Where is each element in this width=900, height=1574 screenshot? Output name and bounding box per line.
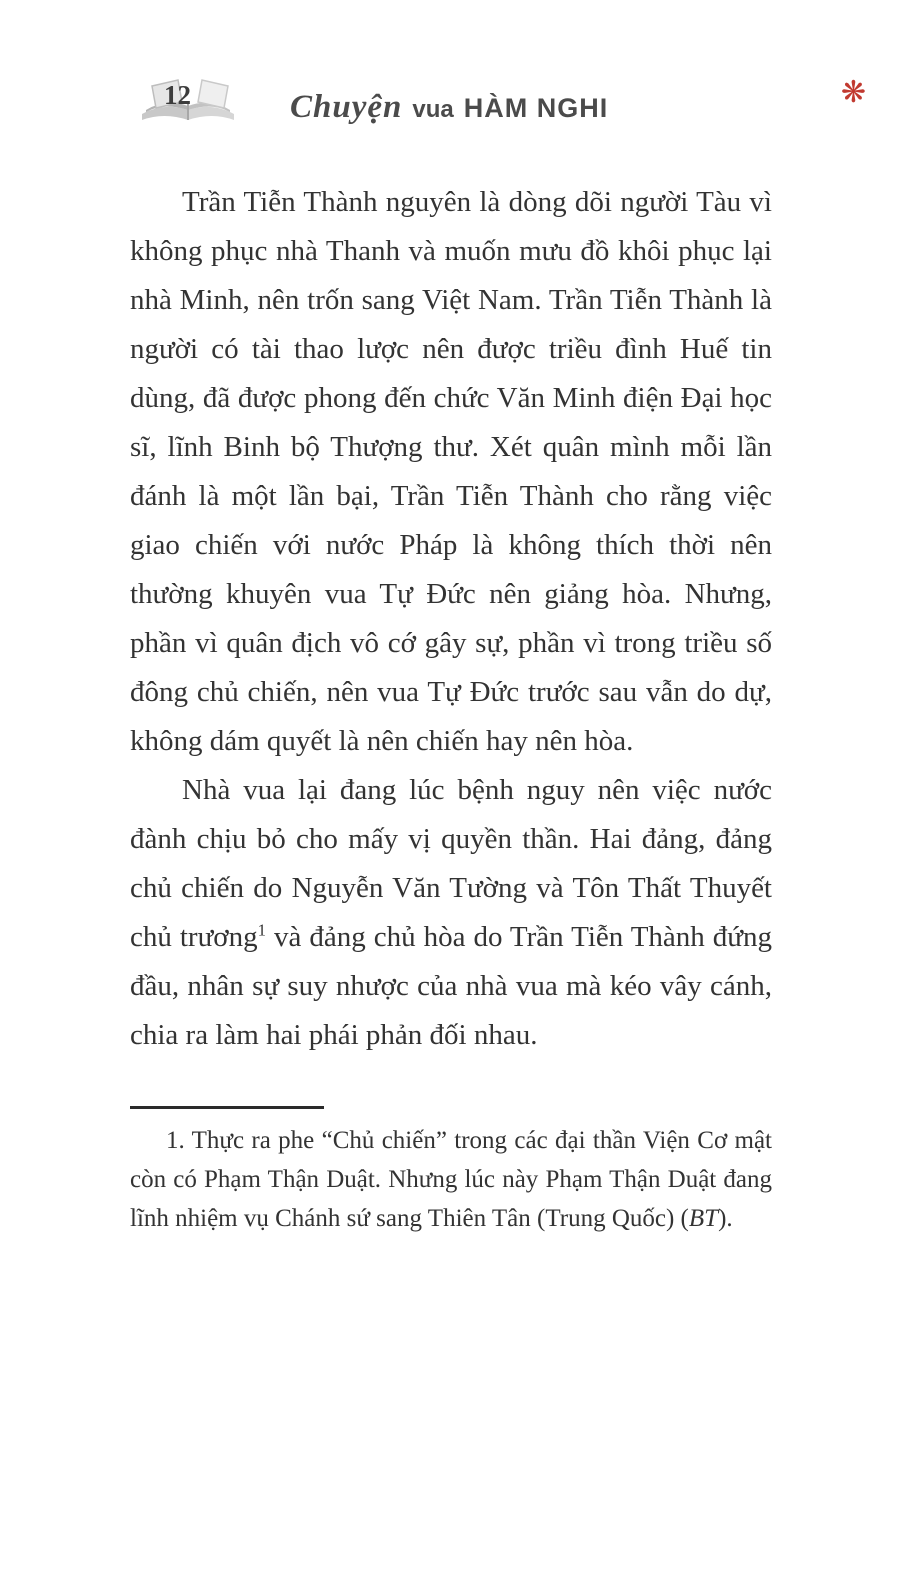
page-number-block <box>138 74 242 126</box>
title-word-vua: vua <box>412 96 454 123</box>
footnote-reference: 1 <box>257 920 267 940</box>
paragraph-2-text: Nhà vua lại đang lúc bệnh nguy nên việc nước đành chịu bỏ cho mấy vị quyền thần. Hai đảng, đảng chủ chiến do Nguyễn Văn Tường và Tôn Thất Thuyết chủ trương <box>130 774 772 953</box>
footnote-separator <box>130 1106 324 1109</box>
book-page <box>0 74 900 1574</box>
footnote <box>130 1121 772 1238</box>
page-number: 12 <box>164 80 191 110</box>
book-title <box>290 89 608 126</box>
body-text <box>130 178 772 1060</box>
page-header <box>138 74 770 126</box>
paragraph-2-text-after: và đảng chủ hòa do Trần Tiễn Thành đứng đầu, nhân sự suy nhược của nhà vua mà kéo vây cánh, chia ra làm hai phái phản đối nhau. <box>130 921 772 1051</box>
footnote-text <box>130 1121 772 1238</box>
paragraph-1: Trần Tiễn Thành nguyên là dòng dõi người Tàu vì không phục nhà Thanh và muốn mưu đồ khôi phục lại nhà Minh, nên trốn sang Việt Nam. Trần Tiễn Thành là người có tài thao lược nên được triều đình Huế tin dùng, đã được phong đến chức Văn Minh điện Đại học sĩ, lĩnh Binh bộ Thượng thư. Xét quân mình mỗi lần đánh là một lần bại, Trần Tiễn Thành cho rằng việc giao chiến với nước Pháp là không thích thời nên thường khuyên vua Tự Đức nên giảng hòa. Nhưng, phần vì quân địch vô cớ gây sự, phần vì trong triều số đông chủ chiến, nên vua Tự Đức trước sau vẫn do dự, không dám quyết là nên chiến hay nên hòa. <box>130 186 772 757</box>
flower-icon: ❋ <box>840 75 866 110</box>
paragraph-2 <box>130 766 772 1060</box>
title-word-ham-nghi: HÀM NGHI <box>463 93 609 123</box>
footnote-text-main: 1. Thực ra phe “Chủ chiến” trong các đại thần Viện Cơ mật còn có Phạm Thận Duật. Nhưng lúc này Phạm Thận Duật đang lĩnh nhiệm vụ Chánh sứ sang Thiên Tân (Trung Quốc) ( <box>130 1127 772 1232</box>
footnote-text-end: ). <box>718 1205 733 1232</box>
title-word-chuyen: Chuyện <box>290 89 403 125</box>
footnote-editor-mark: BT <box>688 1205 719 1232</box>
